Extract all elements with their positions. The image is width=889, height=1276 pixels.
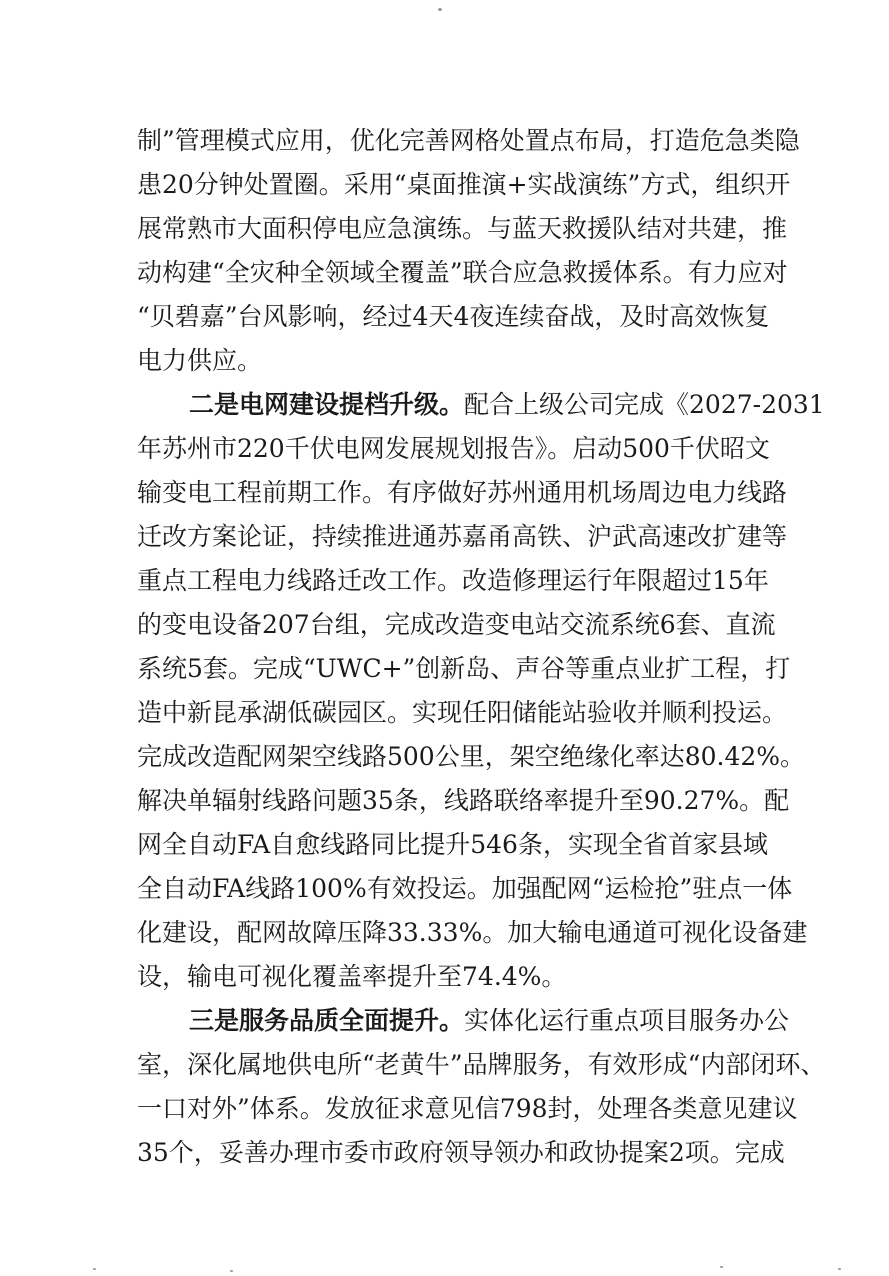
- text-line-19: 化建设，配网故障压降33.33%。加大输电通道可视化设备建: [137, 918, 808, 947]
- text-line-24: 35个，妥善办理市委市政府领导领办和政协提案2项。完成: [137, 1138, 785, 1167]
- scan-speck: [230, 1270, 233, 1272]
- scan-speck: [438, 8, 442, 11]
- text-line-5: “贝碧嘉”台风影响，经过4天4夜连续奋战，及时高效恢复: [137, 302, 770, 331]
- text-line-17: 网全自动FA自愈线路同比提升546条，实现全省首家县域: [137, 830, 768, 859]
- text-line-14: 造中新昆承湖低碳园区。实现任阳储能站验收并顺利投运。: [137, 698, 788, 727]
- paragraph-2-first-line: [189, 383, 825, 427]
- paragraph-3-first-line: [189, 999, 790, 1043]
- text-line-11: 重点工程电力线路迁改工作。改造修理运行年限超过15年: [137, 566, 769, 595]
- text-line-2: 患20分钟处置圈。采用“桌面推演+实战演练”方式，组织开: [137, 170, 791, 199]
- text-line-3: 展常熟市大面积停电应急演练。与蓝天救援队结对共建，推: [137, 214, 788, 243]
- paragraph-3-first-text: 实体化运行重点项目服务办公: [464, 1006, 790, 1035]
- paragraph-2-first-text: 配合上级公司完成《2027-2031: [464, 390, 825, 419]
- scan-speck: [720, 1266, 723, 1268]
- text-line-16: 解决单辐射线路问题35条，线路联络率提升至90.27%。配: [137, 786, 790, 815]
- text-line-15: 完成改造配网架空线路500公里，架空绝缘化率达80.42%。: [137, 742, 806, 771]
- text-line-23: 一口对外”体系。发放征求意见信798封，处理各类意见建议: [137, 1094, 798, 1123]
- text-line-9: 输变电工程前期工作。有序做好苏州通用机场周边电力线路: [137, 478, 788, 507]
- text-line-8: 年苏州市220千伏电网发展规划报告》。启动500千伏昭文: [137, 434, 770, 463]
- paragraph-3-heading: 三是服务品质全面提升。: [189, 1006, 465, 1035]
- text-line-4: 动构建“全灾种全领域全覆盖”联合应急救援体系。有力应对: [137, 258, 788, 287]
- text-line-6: 电力供应。: [137, 346, 263, 375]
- text-line-20: 设，输电可视化覆盖率提升至74.4%。: [137, 962, 567, 991]
- text-line-18: 全自动FA线路100%有效投运。加强配网“运检抢”驻点一体: [137, 874, 793, 903]
- text-line-13: 系统5套。完成“UWC+”创新岛、声谷等重点业扩工程，打: [137, 654, 791, 683]
- scan-speck: [838, 1268, 841, 1270]
- paragraph-2-heading: 二是电网建设提档升级。: [189, 390, 465, 419]
- text-line-1: 制”管理模式应用，优化完善网格处置点布局，打造危急类隐: [137, 126, 800, 155]
- scan-speck: [93, 1268, 96, 1270]
- text-line-10: 迁改方案论证，持续推进通苏嘉甬高铁、沪武高速改扩建等: [137, 522, 788, 551]
- text-line-22: 室，深化属地供电所“老黄牛”品牌服务，有效形成“内部闭环、: [137, 1050, 826, 1079]
- text-line-12: 的变电设备207台组，完成改造变电站交流系统6套、直流: [137, 610, 776, 639]
